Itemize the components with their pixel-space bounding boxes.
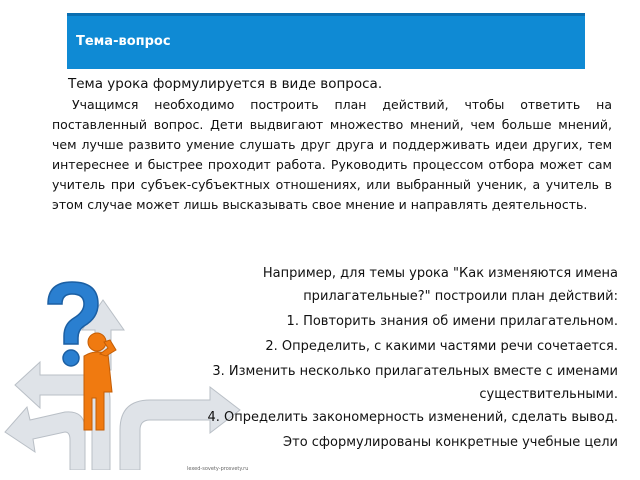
example-plan <box>120 262 618 454</box>
thinking-person-figure <box>84 333 116 430</box>
plan-step-3: 3. Изменить несколько прилагательных вместе с именами <box>212 364 618 379</box>
intro-text: Тема урока формулируется в виде вопроса. <box>68 76 383 92</box>
conclusion-line: Это сформулированы конкретные учебные цели <box>283 435 618 450</box>
plan-step-4: 4. Определить закономерность изменений, сделать вывод. <box>207 410 618 425</box>
slide-title: Тема-вопрос <box>76 34 171 49</box>
body-paragraph: Учащимся необходимо построить план действий, чтобы ответить на поставленный вопрос. Дети выдвигают множество мнений, чем больше мнений, чем лучше развито умение слушать друг друга и поддерживать идеи других, тем интереснее и быстрее проходит работа. Руководить процессом отбора может сам учитель при субъек-субъектных отношениях, или выбранный ученик, а учитель в этом случае может лишь высказывать свое мнение и направлять деятельность. <box>52 97 612 212</box>
example-line: Например, для темы урока "Как изменяются имена <box>262 266 618 281</box>
watermark: lexed-sovety-prosvety.ru <box>187 466 249 472</box>
plan-step-2: 2. Определить, с какими частями речи сочетается. <box>265 339 618 354</box>
example-line: прилагательные?" построили план действий: <box>303 289 618 304</box>
plan-step-3-continued: существительными. <box>479 387 618 402</box>
plan-step-1: 1. Повторить знания об имени прилагательном. <box>286 314 618 329</box>
title-bar <box>67 13 585 69</box>
